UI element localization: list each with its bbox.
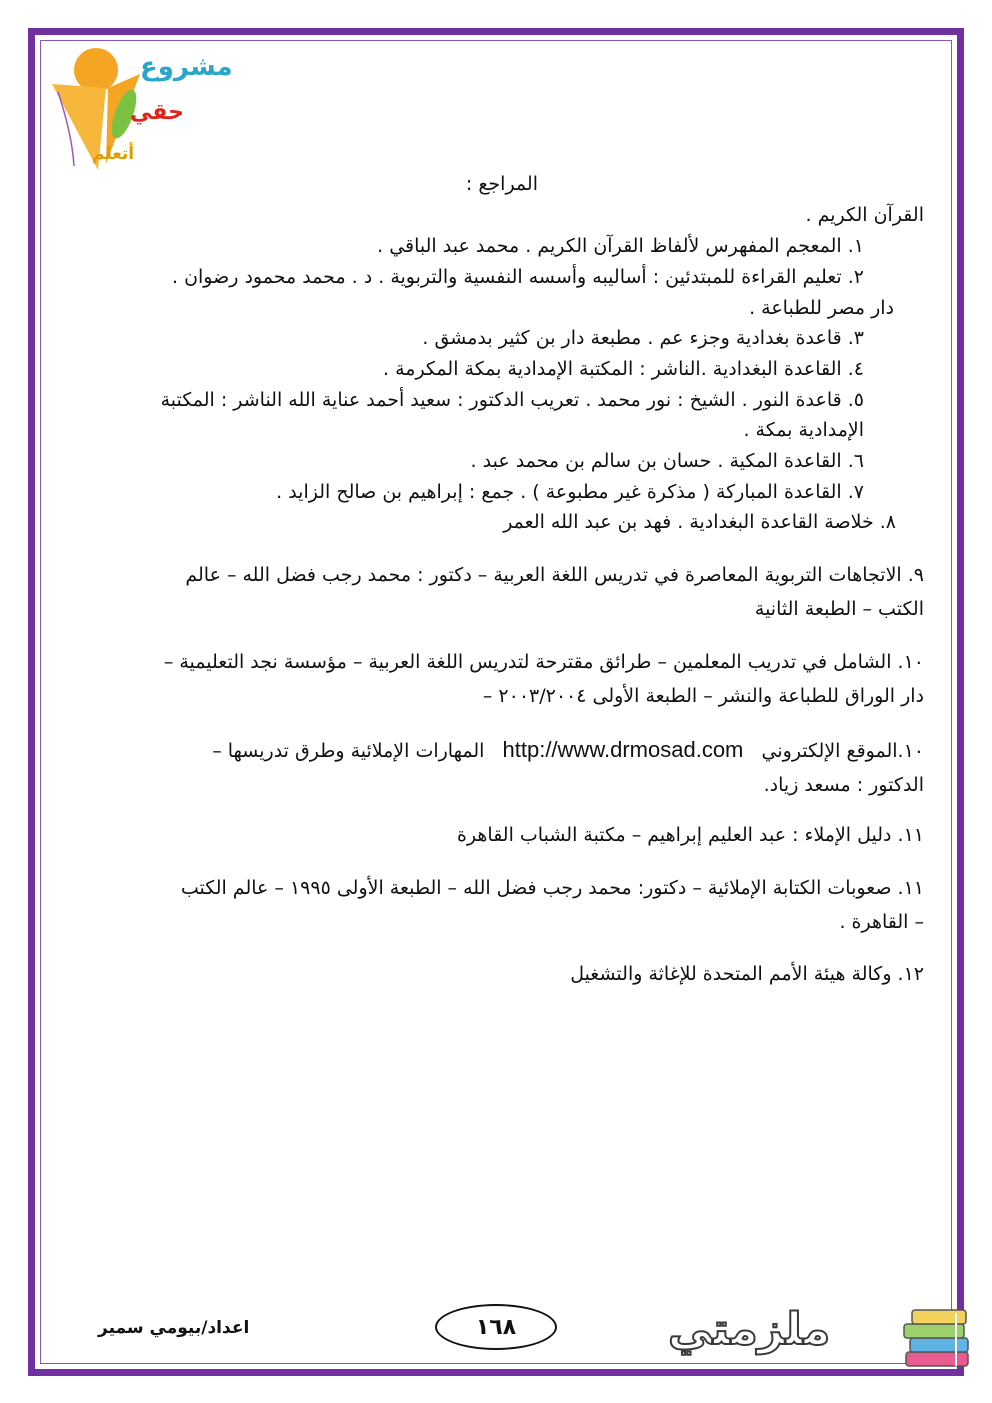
reference-line: دار مصر للطباعة . <box>749 297 894 319</box>
reference-line: ٦. القاعدة المكية . حسان بن سالم بن محمد عبد . <box>470 450 864 472</box>
references-heading: المراجع : <box>465 173 538 195</box>
reference-line: ٨. خلاصة القاعدة البغدادية . فهد بن عبد الله العمر <box>503 511 896 533</box>
reference-line: القرآن الكريم . <box>805 204 924 226</box>
reference-line: الكتب – الطبعة الثانية <box>754 598 924 620</box>
reference-line: ٣. قاعدة بغدادية وجزء عم . مطبعة دار بن كثير بدمشق . <box>422 327 864 349</box>
reference-line: – القاهرة . <box>839 911 924 933</box>
website-link[interactable]: http://www.drmosad.com <box>502 737 744 762</box>
web-ref-suffix: المهارات الإملائية وطرق تدريسها – <box>212 740 485 762</box>
reference-line: ٤. القاعدة البغدادية .الناشر : المكتبة الإمدادية بمكة المكرمة . <box>383 358 864 380</box>
author-credit: اعداد/بيومي سمير <box>98 1318 250 1338</box>
brand-logo <box>668 1300 978 1384</box>
logo-word-learn: أتعلم <box>92 144 135 164</box>
reference-line: ٥. قاعدة النور . الشيخ : نور محمد . تعريب الدكتور : سعيد أحمد عناية الله الناشر : المكتبة <box>160 389 864 411</box>
page-number: ١٦٨ <box>435 1304 557 1350</box>
reference-line: دار الوراق للطباعة والنشر – الطبعة الأولى ٢٠٠٣/٢٠٠٤ – <box>482 685 924 707</box>
books-icon <box>900 1304 976 1372</box>
reference-web-line <box>212 738 924 763</box>
reference-line: ١١. صعوبات الكتابة الإملائية – دكتور: محمد رجب فضل الله – الطبعة الأولى ١٩٩٥ – عالم الكتب <box>180 877 924 899</box>
reference-line: ١١. دليل الإملاء : عبد العليم إبراهيم – مكتبة الشباب القاهرة <box>456 824 924 846</box>
project-logo <box>44 44 233 174</box>
logo-word-right: حقي <box>130 100 184 125</box>
reference-line: ١٠. الشامل في تدريب المعلمين – طرائق مقترحة لتدريس اللغة العربية – مؤسسة نجد التعليمية – <box>163 651 924 673</box>
reference-line: الإمدادية بمكة . <box>743 419 864 441</box>
reference-line: ٧. القاعدة المباركة ( مذكرة غير مطبوعة ) . جمع : إبراهيم بن صالح الزايد . <box>276 481 864 503</box>
reference-line: ٩. الاتجاهات التربوية المعاصرة في تدريس اللغة العربية – دكتور : محمد رجب فضل الله – عالم <box>185 564 924 586</box>
reference-line: ١٢. وكالة هيئة الأمم المتحدة للإغاثة والتشغيل <box>570 963 924 985</box>
reference-line: ١. المعجم المفهرس لألفاظ القرآن الكريم . محمد عبد الباقي . <box>377 235 864 257</box>
reference-line: ٢. تعليم القراءة للمبتدئين : أساليبه وأسسه النفسية والتربوية . د . محمد محمود رضوان . <box>172 266 864 288</box>
logo-word-project: مشروع <box>140 52 233 82</box>
web-ref-prefix: ١٠.الموقع الإلكتروني <box>761 740 924 762</box>
reference-line: الدكتور : مسعد زياد. <box>763 774 924 796</box>
brand-name: ملزمتي <box>668 1304 831 1355</box>
